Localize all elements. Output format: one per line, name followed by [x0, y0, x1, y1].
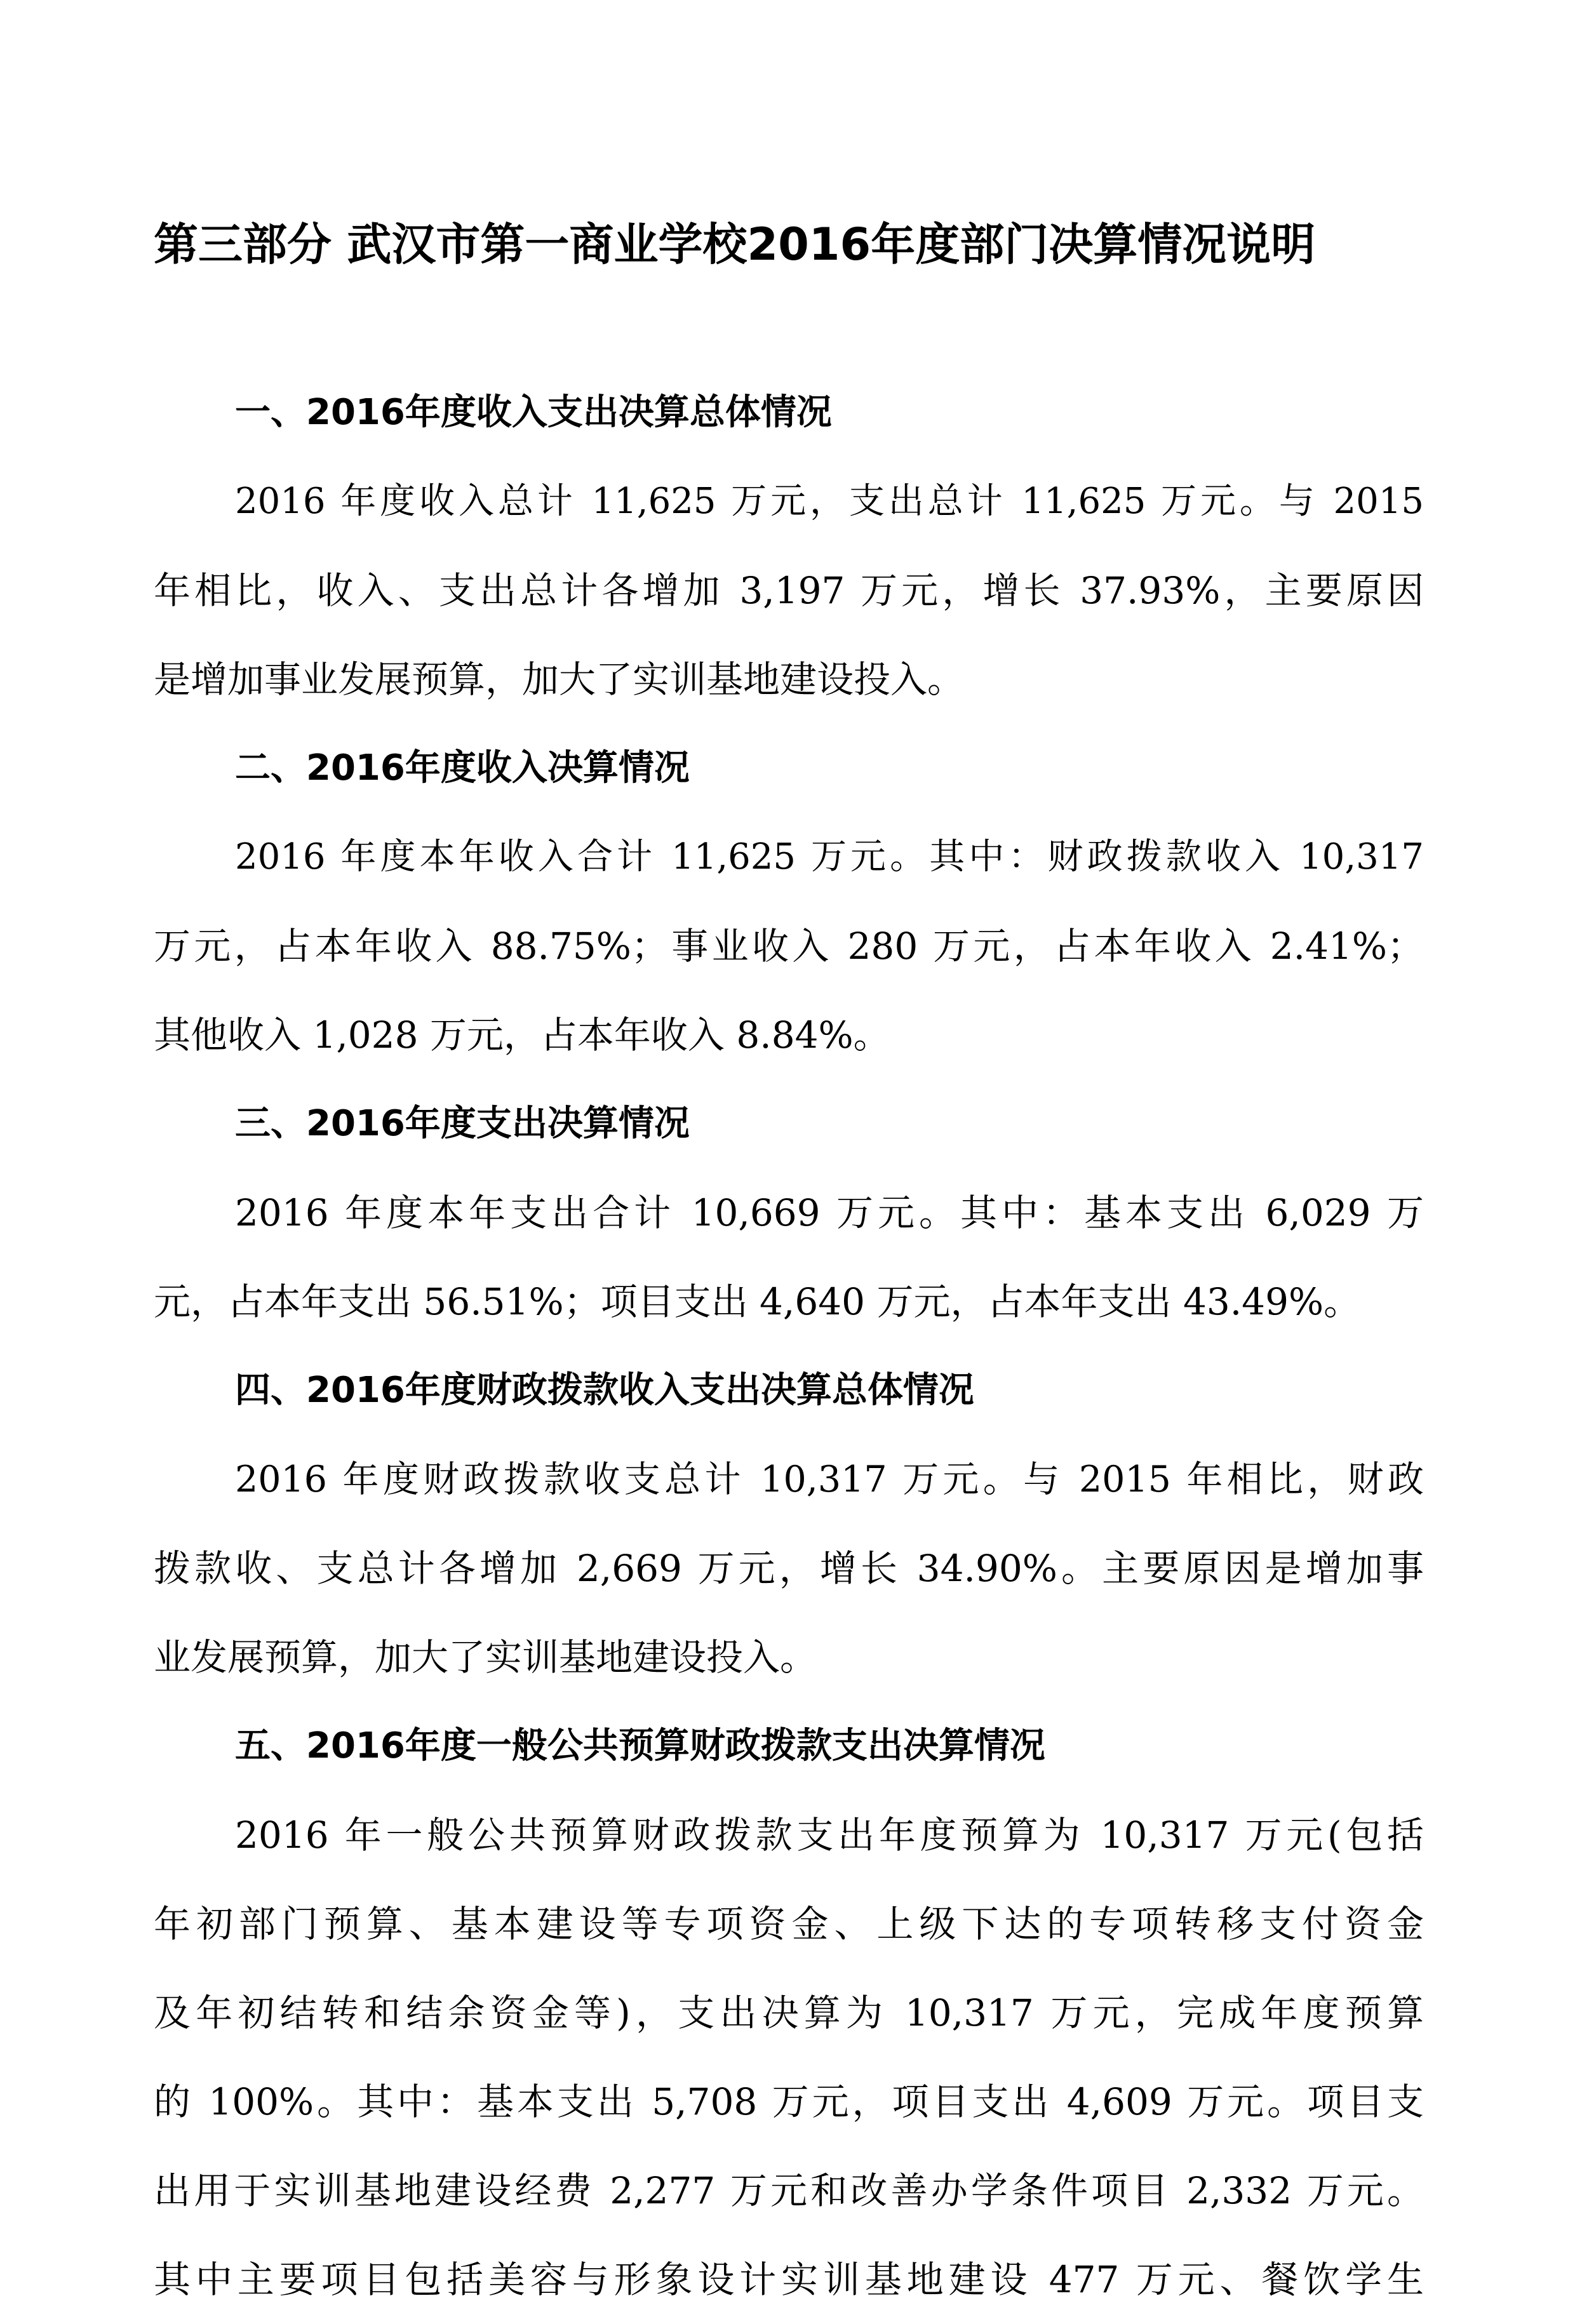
page-title: 第三部分 武汉市第一商业学校2016年度部门决算情况说明	[154, 218, 1316, 270]
paragraph-line: 是增加事业发展预算，加大了实训基地建设投入。	[154, 658, 965, 701]
section-paragraph	[154, 1435, 1424, 1702]
paragraph-line: 的 100%。其中：基本支出 5,708 万元，项目支出 4,609 万元。项目支	[154, 2080, 1424, 2123]
paragraph-line: 及年初结转和结余资金等)，支出决算为 10,317 万元，完成年度预算	[154, 1991, 1424, 2034]
paragraph-line: 年初部门预算、基本建设等专项资金、上级下达的专项转移支付资金	[154, 1902, 1424, 1946]
section-heading: 二、2016年度收入决算情况	[235, 747, 690, 789]
section-paragraph	[154, 1791, 1424, 2324]
section-heading: 三、2016年度支出决算情况	[235, 1103, 690, 1144]
paragraph-line: 2016 年度收入总计 11,625 万元，支出总计 11,625 万元。与 2015	[235, 481, 1424, 522]
paragraph-line: 业发展预算，加大了实训基地建设投入。	[154, 1636, 817, 1679]
paragraph-line: 元，占本年支出 56.51%；项目支出 4,640 万元，占本年支出 43.49%。	[154, 1280, 1361, 1323]
section-overall-income-expenditure	[154, 368, 1424, 724]
paragraph-line: 2016 年度财政拨款收支总计 10,317 万元。与 2015 年相比，财政	[235, 1459, 1424, 1500]
section-paragraph	[154, 813, 1424, 1079]
paragraph-line: 年相比，收入、支出总计各增加 3,197 万元，增长 37.93%，主要原因	[154, 569, 1424, 612]
section-fiscal-appropriation	[154, 1346, 1424, 1702]
section-expenditure	[154, 1079, 1424, 1346]
paragraph-line: 2016 年度本年收入合计 11,625 万元。其中：财政拨款收入 10,317	[235, 836, 1424, 878]
section-heading: 一、2016年度收入支出决算总体情况	[235, 392, 832, 433]
paragraph-line: 2016 年度本年支出合计 10,669 万元。其中：基本支出 6,029 万	[235, 1191, 1424, 1234]
document-body	[154, 210, 1424, 2324]
title-spacer	[154, 279, 1424, 368]
paragraph-line: 拨款收、支总计各增加 2,669 万元，增长 34.90%。主要原因是增加事	[154, 1547, 1424, 1590]
paragraph-line: 其中主要项目包括美容与形象设计实训基地建设 477 万元、餐饮学生	[154, 2258, 1424, 2301]
section-heading: 四、2016年度财政拨款收入支出决算总体情况	[235, 1370, 974, 1411]
paragraph-line: 出用于实训基地建设经费 2,277 万元和改善办学条件项目 2,332 万元。	[154, 2169, 1424, 2212]
section-general-public-budget	[154, 1702, 1424, 2324]
paragraph-line: 其他收入 1,028 万元，占本年收入 8.84%。	[154, 1013, 890, 1057]
section-heading: 五、2016年度一般公共预算财政拨款支出决算情况	[235, 1725, 1045, 1766]
section-income	[154, 724, 1424, 1079]
section-paragraph	[154, 1168, 1424, 1346]
paragraph-line: 2016 年一般公共预算财政拨款支出年度预算为 10,317 万元(包括	[235, 1813, 1424, 1857]
section-paragraph	[154, 457, 1424, 724]
paragraph-line: 万元，占本年收入 88.75%；事业收入 280 万元，占本年收入 2.41%；	[154, 925, 1424, 968]
